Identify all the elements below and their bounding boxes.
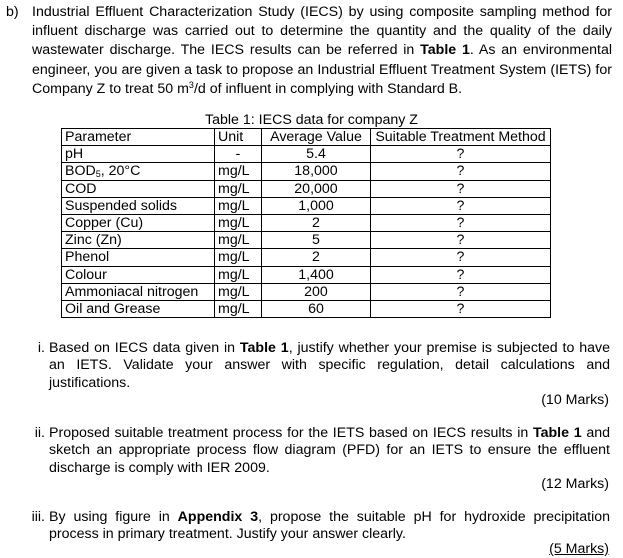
- table-row: [62, 215, 551, 232]
- question-number: i.: [37, 340, 45, 356]
- table-header-row: [62, 129, 551, 146]
- cell-unit: mg/L: [215, 232, 262, 249]
- question-text-bold: Appendix 3: [177, 509, 259, 525]
- cell-unit: mg/L: [215, 163, 262, 180]
- cell-unit: mg/L: [215, 197, 262, 214]
- param-tail: , 20°C: [100, 163, 141, 180]
- cell-value: 1,400: [262, 266, 371, 283]
- question-label: b): [6, 4, 19, 20]
- marks-label: (5 Marks): [549, 541, 609, 557]
- cell-parameter: Suspended solids: [62, 197, 215, 214]
- cell-method: ?: [371, 163, 551, 180]
- question-ii: [25, 425, 610, 477]
- iecs-data-table: [61, 128, 551, 318]
- intro-text-3: /d of influent in complying with Standard B.: [193, 80, 463, 97]
- cell-value: 2: [262, 215, 371, 232]
- cell-value: 5.4: [262, 146, 371, 163]
- cell-value: 2: [262, 249, 371, 266]
- cell-method: ?: [371, 283, 551, 300]
- question-b-intro: [6, 3, 612, 99]
- table-caption: Table 1: IECS data for company Z: [205, 112, 418, 128]
- header-unit: Unit: [215, 129, 262, 146]
- cell-value: 18,000: [262, 163, 371, 180]
- param-subscript: 5: [95, 169, 101, 180]
- question-text: [49, 509, 610, 544]
- cell-method: ?: [371, 146, 551, 163]
- cell-method: ?: [371, 232, 551, 249]
- cell-parameter: COD: [62, 180, 215, 197]
- cell-parameter: Zinc (Zn): [62, 232, 215, 249]
- cell-value: 1,000: [262, 197, 371, 214]
- question-text-pre: Proposed suitable treatment process for the IETS based on IECS results in: [49, 425, 533, 441]
- cell-unit: mg/L: [215, 180, 262, 197]
- table-row: [62, 232, 551, 249]
- question-text-post: and sketch an appropriate process flow diagram (PFD) for an IETS to ensure the effluent discharge is comply with IER 2009.: [49, 425, 610, 476]
- intro-text-2: . As an environmental engineer, you are given a task to propose an Industrial Effluent Treatment System (IETS) for Company Z to treat 50 m: [32, 42, 613, 97]
- cell-method: ?: [371, 301, 551, 318]
- table-row: [62, 301, 551, 318]
- cell-unit: mg/L: [215, 266, 262, 283]
- marks-label: (12 Marks): [541, 476, 609, 492]
- intro-paragraph: [32, 3, 612, 99]
- cell-parameter: Colour: [62, 266, 215, 283]
- cell-method: ?: [371, 266, 551, 283]
- table-row: [62, 146, 551, 163]
- header-treatment-method: Suitable Treatment Method: [371, 129, 551, 146]
- question-i: [25, 340, 610, 392]
- cell-parameter: Copper (Cu): [62, 215, 215, 232]
- table-row: [62, 197, 551, 214]
- question-text-bold: Table 1: [239, 340, 289, 356]
- cell-parameter: Phenol: [62, 249, 215, 266]
- intro-table-ref: Table 1: [420, 42, 470, 59]
- question-text-post: , justify whether your premise is subjected to have an IETS. Validate your answer with specific regulation, detail calculations and justifications.: [49, 340, 610, 391]
- table-row: [62, 163, 551, 180]
- param-text: BOD: [65, 163, 96, 180]
- question-text-pre: Based on IECS data given in: [49, 340, 240, 356]
- cell-parameter: Oil and Grease: [62, 301, 215, 318]
- intro-text-1: Industrial Effluent Characterization Study (IECS) by using composite sampling method for influent discharge was carried out to determine the quantity and the quality of the daily wastewater discharge. The IECS results can be referred in: [32, 4, 612, 59]
- question-text-bold: Table 1: [533, 425, 582, 441]
- question-text: [49, 425, 610, 477]
- cell-unit: -: [215, 146, 262, 163]
- cell-method: ?: [371, 197, 551, 214]
- table-row: [62, 249, 551, 266]
- cell-value: 60: [262, 301, 371, 318]
- cell-method: ?: [371, 180, 551, 197]
- header-average-value: Average Value: [262, 129, 371, 146]
- marks-label: (10 Marks): [541, 392, 609, 408]
- cell-method: ?: [371, 215, 551, 232]
- header-parameter: Parameter: [62, 129, 215, 146]
- table-row: [62, 180, 551, 197]
- cell-unit: mg/L: [215, 249, 262, 266]
- question-text-pre: By using figure in: [49, 509, 178, 525]
- table-row: [62, 266, 551, 283]
- cell-unit: mg/L: [215, 283, 262, 300]
- intro-superscript: 3: [188, 79, 194, 90]
- question-iii: [25, 509, 610, 544]
- cell-parameter: pH: [62, 146, 215, 163]
- cell-value: 5: [262, 232, 371, 249]
- cell-value: 200: [262, 283, 371, 300]
- cell-unit: mg/L: [215, 301, 262, 318]
- cell-value: 20,000: [262, 180, 371, 197]
- question-number: ii.: [34, 425, 45, 441]
- cell-parameter: [62, 163, 215, 180]
- cell-unit: mg/L: [215, 215, 262, 232]
- cell-parameter: Ammoniacal nitrogen: [62, 283, 215, 300]
- table-row: [62, 283, 551, 300]
- question-text-post: , propose the suitable pH for hydroxide precipitation process in primary treatment. Justify your answer clearly.: [49, 509, 611, 543]
- question-text: [49, 340, 610, 392]
- question-number: iii.: [31, 509, 45, 525]
- cell-method: ?: [371, 249, 551, 266]
